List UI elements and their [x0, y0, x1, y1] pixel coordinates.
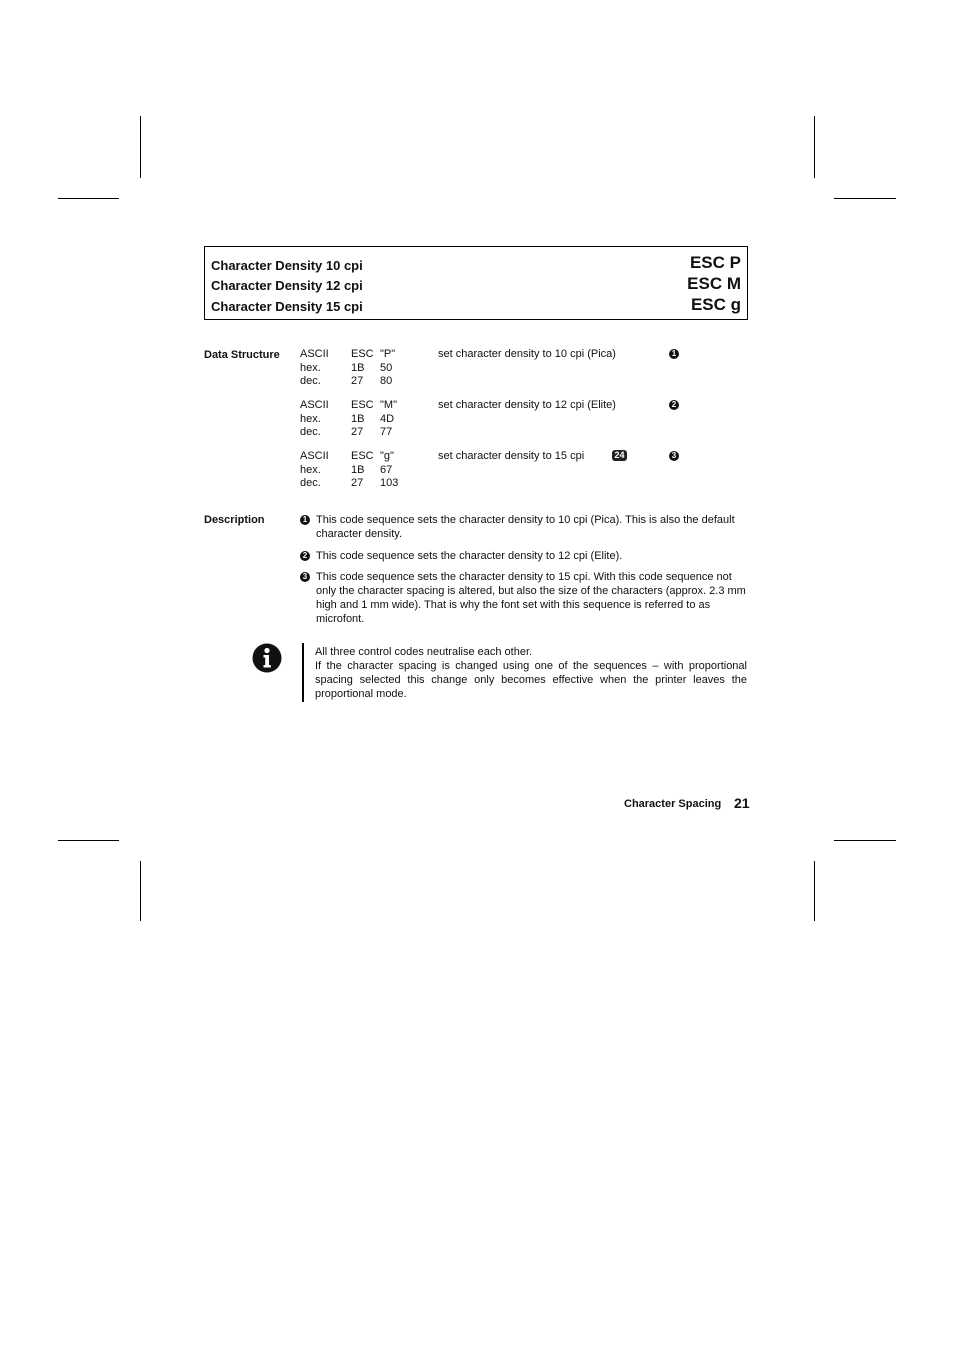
- code-value: ESC: [351, 348, 374, 360]
- crop-mark: [814, 116, 815, 178]
- code-value: ESC: [351, 450, 374, 462]
- code-value: 1B: [351, 412, 365, 425]
- code-value: 103: [380, 477, 399, 489]
- footer-section-title: Character Spacing: [624, 798, 722, 810]
- number-marker-3-icon: 3: [300, 572, 310, 582]
- code-type: dec.: [300, 477, 321, 489]
- description-item: [300, 513, 750, 541]
- crop-mark: [140, 116, 141, 178]
- code-value: 27: [351, 375, 364, 387]
- code-value-column: [380, 348, 395, 389]
- note-text: [315, 645, 747, 701]
- header-code: ESC g: [690, 295, 741, 314]
- code-type-column: [300, 399, 329, 440]
- code-type: dec.: [300, 375, 321, 387]
- code-value: "M": [380, 399, 397, 411]
- code-type: hex.: [300, 412, 321, 425]
- code-description: set character density to 10 cpi (Pica): [438, 348, 616, 360]
- section-label-data-structure: Data Structure: [204, 349, 280, 361]
- code-value: "P": [380, 348, 396, 360]
- description-text: This code sequence sets the character density to 12 cpi (Elite).: [316, 550, 623, 562]
- crop-mark: [58, 198, 119, 199]
- description-item: [300, 549, 750, 563]
- code-value: 77: [380, 426, 393, 438]
- crop-mark: [834, 840, 896, 841]
- note-divider: [302, 643, 304, 702]
- code-value: 4D: [380, 412, 395, 425]
- code-value-column: [351, 450, 374, 491]
- code-type: ASCII: [300, 399, 329, 411]
- header-code: ESC P: [689, 253, 741, 272]
- code-value: 80: [380, 375, 393, 387]
- code-value: 27: [351, 426, 364, 438]
- header-code: ESC M: [687, 274, 741, 293]
- code-type: ASCII: [300, 450, 329, 462]
- code-description: set character density to 15 cpi: [438, 450, 585, 462]
- number-marker-3-icon: 3: [669, 451, 679, 461]
- command-header-box: [204, 246, 748, 320]
- code-type: hex.: [300, 361, 321, 374]
- printer-model-badge-icon: 24: [612, 450, 627, 461]
- number-marker-1-icon: 1: [300, 515, 310, 525]
- code-type-column: [300, 348, 329, 389]
- code-value-column: [351, 348, 374, 389]
- crop-mark: [814, 861, 815, 921]
- code-value: "g": [380, 450, 394, 462]
- code-type: hex.: [300, 463, 321, 476]
- description-text: This code sequence sets the character density to 10 cpi (Pica). This is also the default character density.: [316, 514, 735, 540]
- header-title: Character Density 10 cpi: [211, 258, 363, 273]
- header-title: Character Density 15 cpi: [211, 299, 363, 314]
- code-value-column: [380, 450, 398, 491]
- description-item: [300, 570, 750, 626]
- note-line: If the character spacing is changed using one of the sequences – with proportional spacing selected this change only becomes effective when the printer leaves the proportional mode.: [315, 660, 747, 700]
- code-description: set character density to 12 cpi (Elite): [438, 399, 616, 411]
- crop-mark: [834, 198, 896, 199]
- section-label-description: Description: [204, 514, 265, 526]
- crop-mark: [58, 840, 119, 841]
- info-icon: [252, 643, 282, 673]
- crop-mark: [140, 861, 141, 921]
- code-value: ESC: [351, 399, 374, 411]
- number-marker-2-icon: 2: [300, 551, 310, 561]
- code-value: 67: [380, 463, 393, 476]
- number-marker-1-icon: 1: [669, 349, 679, 359]
- code-type: ASCII: [300, 348, 329, 360]
- description-text: This code sequence sets the character density to 15 cpi. With this code sequence not only the character spacing is altered, but also the size of the characters (approx. 2.3 mm high and 1 mm wide). That is why the font set with this sequence is referred to as microfont.: [316, 571, 746, 625]
- note-line: All three control codes neutralise each other.: [315, 646, 533, 658]
- header-title: Character Density 12 cpi: [211, 278, 363, 293]
- code-value: 50: [380, 361, 393, 374]
- number-marker-2-icon: 2: [669, 400, 679, 410]
- code-value-column: [380, 399, 397, 440]
- page-number: 21: [734, 795, 750, 811]
- code-value: 1B: [351, 361, 365, 374]
- code-type: dec.: [300, 426, 321, 438]
- code-type-column: [300, 450, 329, 491]
- code-value: 1B: [351, 463, 365, 476]
- code-value: 27: [351, 477, 364, 489]
- code-value-column: [351, 399, 374, 440]
